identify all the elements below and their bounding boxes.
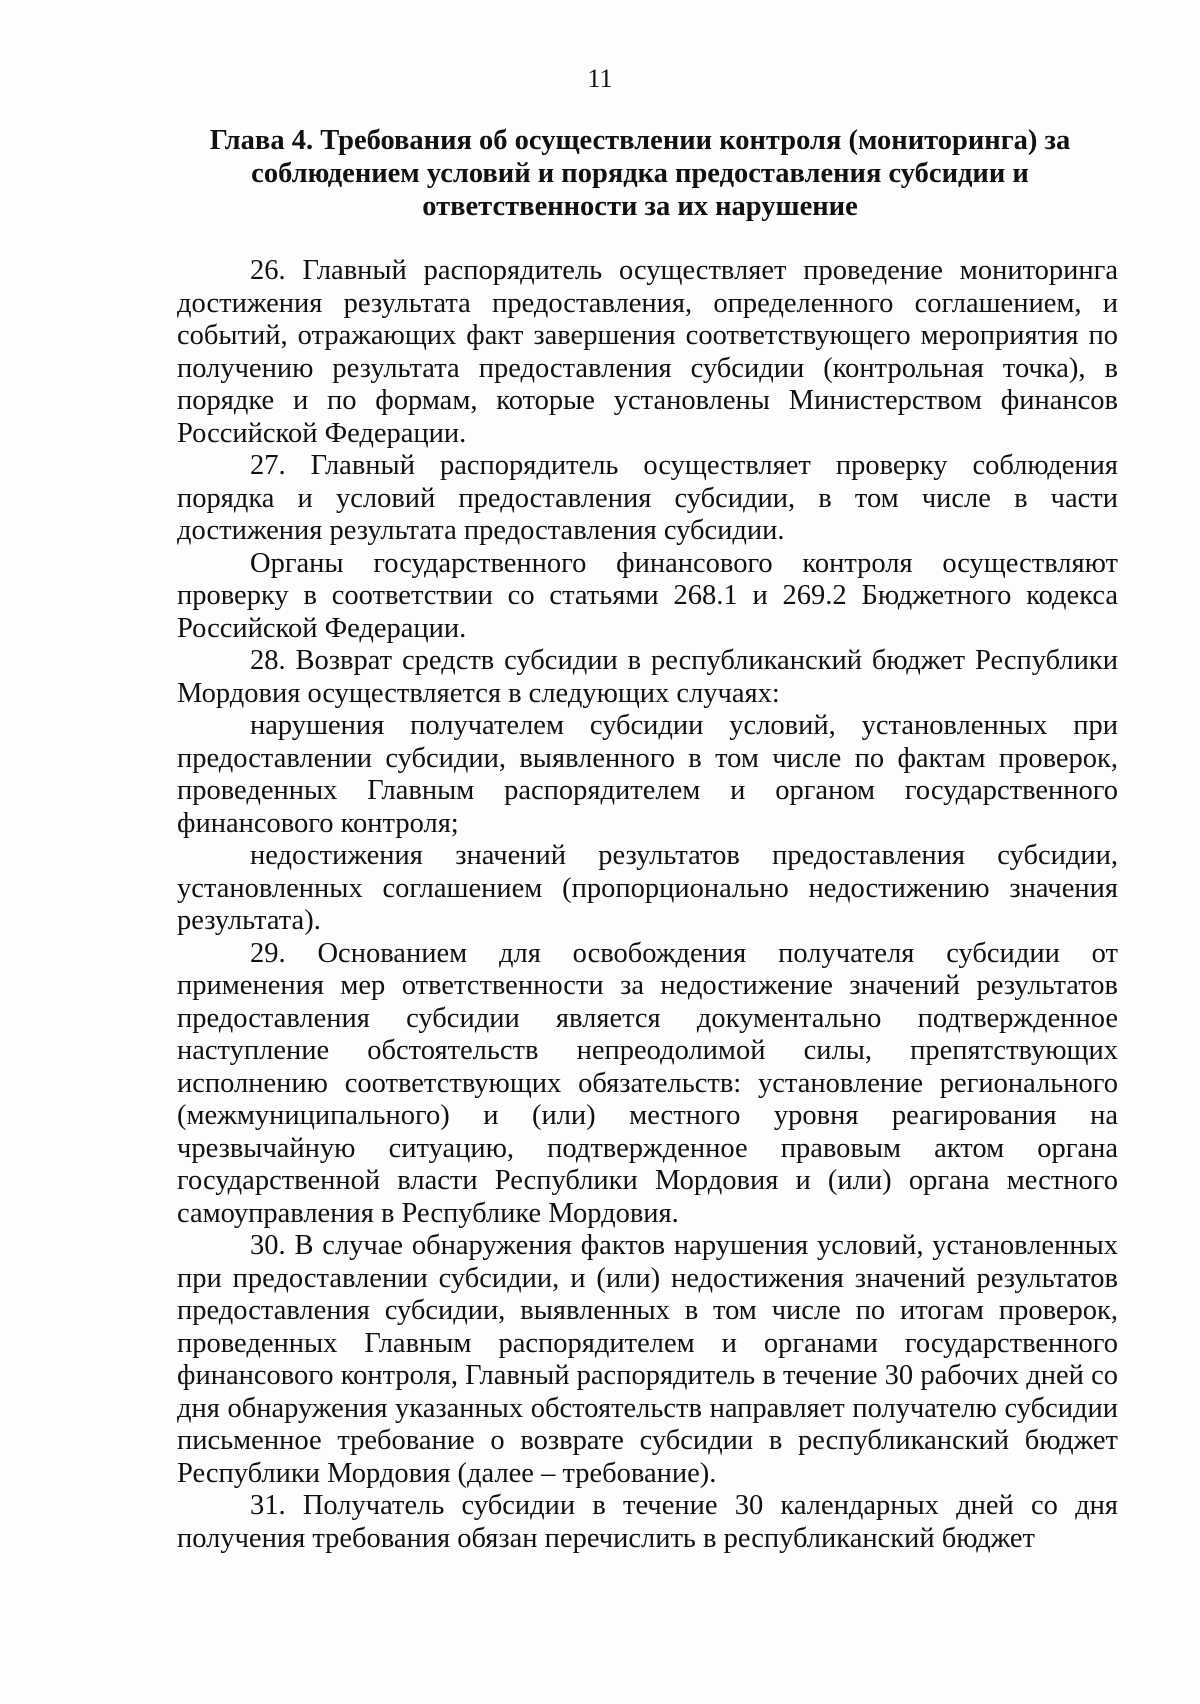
paragraph-31: 31. Получатель субсидии в течение 30 календарных дней со дня получения требования обязан перечислить в республиканский бюджет xyxy=(177,1490,1118,1554)
document-body xyxy=(177,255,1118,1555)
paragraph-28-case-nonachievement: недостижения значений результатов предоставления субсидии, установленных соглашением (пропорционально недостижению значения результата). xyxy=(177,840,1118,936)
paragraph-28: 28. Возврат средств субсидии в республиканский бюджет Республики Мордовия осуществляется в следующих случаях: xyxy=(177,645,1118,709)
paragraph-27: 27. Главный распорядитель осуществляет проверку соблюдения порядка и условий предоставления субсидии, в том числе в части достижения результата предоставления субсидии. xyxy=(177,450,1118,546)
page-number: 11 xyxy=(587,64,613,93)
paragraph-27-financial-control: Органы государственного финансового контроля осуществляют проверку в соответствии со статьями 268.1 и 269.2 Бюджетного кодекса Российской Федерации. xyxy=(177,547,1118,644)
paragraph-29: 29. Основанием для освобождения получателя субсидии от применения мер ответственности за недостижение значений результатов предоставления субсидии является документально подтвержденное наступление обстоятельств непреодолимой силы, препятствующих исполнению соответствующих обязательств: установление регионального (межмуниципального) и (или) местного уровня реагирования на чрезвычайную ситуацию, подтвержденное правовым актом органа государственной власти Республики Мордовия и (или) органа местного самоуправления в Республике Мордовия. xyxy=(177,937,1118,1229)
paragraph-28-case-violation: нарушения получателем субсидии условий, установленных при предоставлении субсидии, выявленного в том числе по фактам проверок, проведенных Главным распорядителем и органом государственного финансового контроля; xyxy=(177,710,1118,839)
chapter-title: Глава 4. Требования об осуществлении контроля (мониторинга) за соблюдением условий и порядка предоставления субсидии и ответственности за их нарушение xyxy=(209,125,1071,222)
paragraph-26: 26. Главный распорядитель осуществляет проведение мониторинга достижения результата предоставления, определенного соглашением, и событий, отражающих факт завершения соответствующего мероприятия по получению результата предоставления субсидии (контрольная точка), в порядке и по формам, которые установлены Министерством финансов Российской Федерации. xyxy=(177,255,1118,449)
paragraph-30: 30. В случае обнаружения фактов нарушения условий, установленных при предоставлении субсидии, и (или) недостижения значений результатов предоставления субсидии, выявленных в том числе по итогам проверок, проведенных Главным распорядителем и органами государственного финансового контроля, Главный распорядитель в течение 30 рабочих дней со дня обнаружения указанных обстоятельств направляет получателю субсидии письменное требование о возврате субсидии в республиканский бюджет Республики Мордовия (далее – требование). xyxy=(177,1230,1118,1489)
